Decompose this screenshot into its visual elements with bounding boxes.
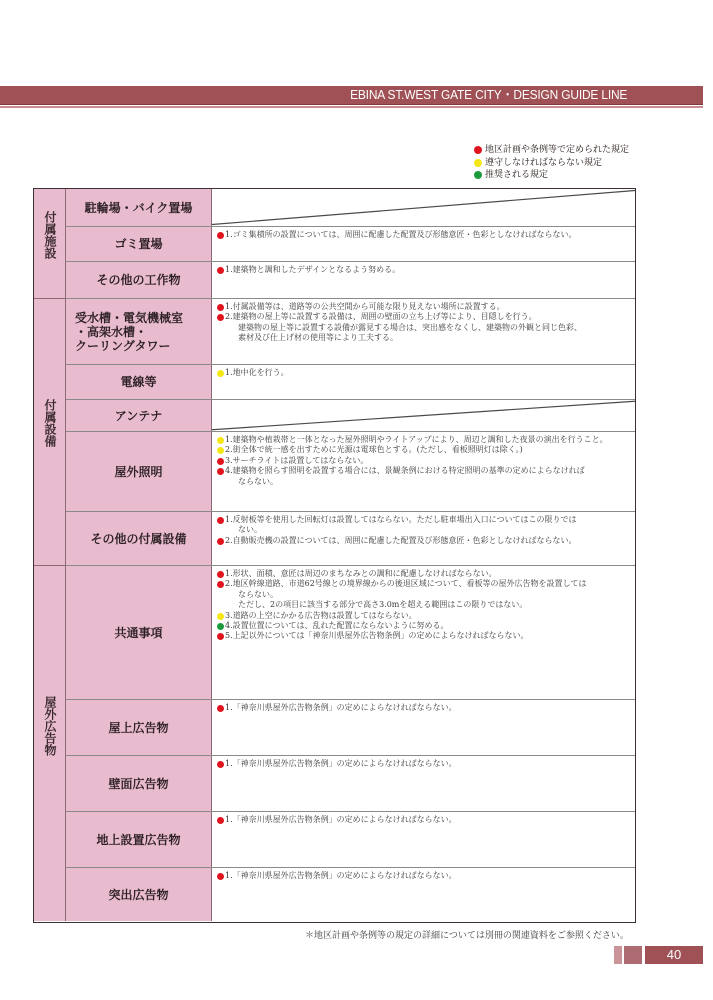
yellow-dot-icon [474,159,482,167]
rule-item [217,445,632,455]
rule-text: 1.地中化を行う。 [225,368,289,377]
red-dot-icon [217,314,224,321]
rule-item [217,703,632,713]
rule-text: 2.自動販売機の設置については、周囲に配慮した配置及び形態意匠・色彩としなければならない。 [225,535,577,545]
rule-text: 2.街全体で統一感を出すために光源は電球色とする。(ただし、看板照明灯は除く。) [225,445,523,455]
table-row-common-items [66,566,635,700]
not-applicable-diagonal [212,189,635,226]
table-row-bicycle-parking [66,189,635,227]
rule-item [217,333,632,343]
table-row-power-lines [66,365,635,400]
row-rules [212,868,635,921]
page-number: 40 [645,946,703,964]
row-rules [212,432,635,511]
rule-text: 素材及び仕上げ材の使用等により工夫する。 [238,333,398,343]
rule-text: 3.道路の上空にかかる広告物は設置してはならない。 [225,610,417,620]
row-label-text: 電線等 [120,375,157,389]
rule-item [217,466,632,476]
row-label [66,566,212,699]
rule-text: ならない。 [238,476,278,486]
row-rules [212,700,635,755]
table-row-outdoor-lighting [66,432,635,512]
rule-text: ない。 [238,525,262,535]
red-dot-icon [217,633,224,640]
rule-item [217,536,632,546]
table-row-rooftop-signs [66,700,635,756]
rule-item [217,265,632,275]
yellow-dot-icon [217,613,224,620]
rule-item [217,871,632,881]
page-marker-medium [624,946,642,964]
row-label [66,299,212,364]
row-label [66,868,212,921]
yellow-dot-icon [217,437,224,444]
red-dot-icon [217,817,224,824]
red-dot-icon [217,538,224,545]
rule-item [217,368,632,378]
row-label-text: 受水槽・電気機械室 ・高架水槽・ クーリングタワー [75,310,184,353]
row-label [66,400,212,431]
table-row-garbage-area [66,227,635,262]
page-marker-light [614,946,622,964]
row-rules [212,512,635,565]
rule-item [217,435,632,445]
group-label: 付属設備 [43,399,57,447]
green-dot-icon [217,623,224,630]
row-rules [212,365,635,399]
row-label [66,262,212,298]
row-rules [212,400,635,431]
rule-item [217,569,632,579]
row-label [66,812,212,867]
table-row-antenna [66,400,635,432]
row-label-text: アンテナ [114,408,163,423]
rule-text: 4.建築物を照らす照明を設置する場合には、景観条例における特定照明の基準の定めによらなければ [225,466,585,476]
table-row-ground-signs [66,812,635,868]
legend-item-required-rule [474,157,629,170]
row-rules [212,756,635,811]
group-label: 屋外広告物 [43,696,57,756]
rule-item [217,759,632,769]
legend-label: 地区計画や条例等で定められた規定 [485,145,630,155]
legend-label: 遵守しなければならない規定 [485,157,603,168]
rule-item [217,230,632,240]
row-rules [212,812,635,867]
red-dot-icon [217,761,224,768]
group-column [34,189,66,299]
table-row-other-equipment [66,512,635,566]
row-label [66,432,212,511]
row-label [66,189,212,226]
row-label [66,512,212,565]
row-label-text: 共通事項 [114,625,163,640]
rule-text: 1.建築物や植栽帯と一体となった屋外照明やライトアップにより、周辺と調和した夜景の演出を行うこと。 [225,435,608,444]
guideline-table [33,188,636,923]
yellow-dot-icon [217,370,224,377]
red-dot-icon [217,517,224,524]
rule-text: 3.サーチライトは設置してはならない。 [225,455,369,465]
rule-text: 1.ゴミ集積所の設置については、周囲に配慮した配置及び形態意匠・色彩としなければならない。 [225,230,577,239]
diagonal-line [212,190,635,224]
row-label [66,365,212,399]
table-row-water-tank-equipment [66,299,635,365]
row-label-text: ゴミ置場 [114,237,163,251]
red-dot-icon [217,468,224,475]
rule-item [217,611,632,621]
rule-item [217,590,632,600]
rule-text: 1.「神奈川県屋外広告物条例」の定めによらなければならない。 [225,759,457,768]
rule-item [217,579,632,589]
rule-text: ただし、2の項目に該当する部分で高さ3.0mを超える範囲はこの限りではない。 [238,600,528,610]
rule-text: 1.付属設備等は、道路等の公共空間から可能な限り見えない場所に設置する。 [225,302,505,311]
legend-item-mandatory-regulation [474,144,629,157]
red-dot-icon [217,581,224,588]
table-row-other-structures [66,262,635,299]
red-dot-icon [217,571,224,578]
green-dot-icon [474,171,482,179]
red-dot-icon [217,458,224,465]
rule-text: 1.建築物と調和したデザインとなるよう努める。 [225,265,401,274]
row-label-text: 地上設置広告物 [96,832,181,847]
row-label-text: その他の付属設備 [90,531,187,546]
row-label-text: 突出広告物 [108,887,169,902]
row-rules [212,299,635,364]
rule-text: 1.反射板等を使用した回転灯は設置してはならない。ただし駐車場出入口についてはこの限りでは [225,515,577,524]
row-label-text: その他の工作物 [96,273,181,287]
rule-item [217,312,632,322]
row-label [66,700,212,755]
red-dot-icon [217,304,224,311]
row-label-text: 駐輪場・バイク置場 [84,200,193,215]
footnote: ＊地区計画や条例等の規定の詳細については別冊の関連資料をご参照ください。 [305,931,629,941]
diagonal-line [212,401,635,430]
rule-item [217,600,632,610]
not-applicable-diagonal [212,400,635,431]
row-rules [212,262,635,298]
rule-text: 2.建築物の屋上等に設置する設備は、周囲の壁面の立ち上げ等により、目隠しを行う。 [225,312,537,322]
row-label [66,756,212,811]
rule-text: 4.設置位置については、乱れた配置にならないように努める。 [225,621,449,631]
group-column [34,299,66,566]
rule-item [217,815,632,825]
row-label-text: 壁面広告物 [108,776,169,791]
legend-label: 推奨される規定 [485,170,549,180]
rule-text: ならない。 [238,589,278,599]
red-dot-icon [217,873,224,880]
table-row-projecting-signs [66,868,635,921]
rule-text: 1.「神奈川県屋外広告物条例」の定めによらなければならない。 [225,815,457,824]
rule-item [217,323,632,333]
rule-text: 1.形状、面積、意匠は周辺のまちなみとの調和に配慮しなければならない。 [225,569,497,578]
rule-text: 2.地区幹線道路、市道62号線との境界線からの後退区域について、看板等の屋外広告物を設置しては [225,579,587,589]
group-label: 付属施設 [43,211,57,259]
rule-text: 1.「神奈川県屋外広告物条例」の定めによらなければならない。 [225,871,457,880]
legend [474,144,629,182]
red-dot-icon [217,232,224,239]
rule-item [217,525,632,535]
rule-item [217,515,632,525]
row-label-text: 屋外照明 [114,464,163,479]
rule-text: 1.「神奈川県屋外広告物条例」の定めによらなければならない。 [225,703,457,712]
header-underline [0,106,703,108]
red-dot-icon [474,146,482,154]
yellow-dot-icon [217,447,224,454]
row-rules [212,566,635,699]
row-rules [212,189,635,226]
red-dot-icon [217,267,224,274]
rule-item [217,631,632,641]
row-label [66,227,212,261]
rule-text: 5.上記以外については「神奈川県屋外広告物条例」の定めによらなければならない。 [225,631,529,641]
table-row-wall-signs [66,756,635,812]
document-title: EBINA ST.WEST GATE CITY・DESIGN GUIDE LINE [349,87,627,102]
row-label-text: 屋上広告物 [108,720,169,735]
rule-item [217,621,632,631]
legend-item-recommended-rule [474,169,629,182]
rule-item [217,477,632,487]
row-rules [212,227,635,261]
red-dot-icon [217,705,224,712]
group-column [34,566,66,921]
rule-item [217,456,632,466]
rule-text: 建築物の屋上等に設置する設備が露見する場合は、突出感をなくし、建築物の外観と同じ色彩、 [238,322,582,332]
rule-item [217,302,632,312]
